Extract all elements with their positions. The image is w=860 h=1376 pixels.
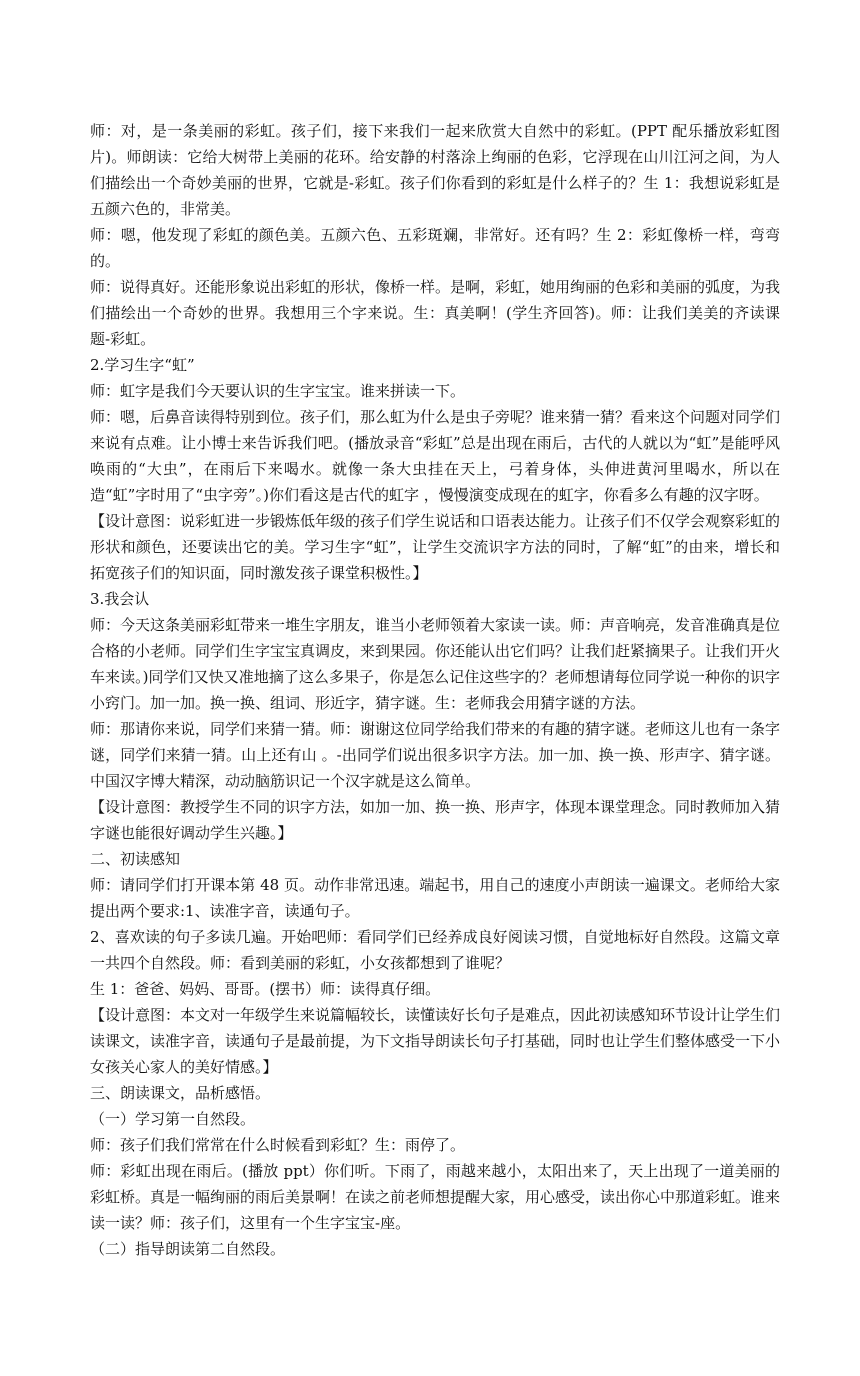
paragraph-after-rain: 师：彩虹出现在雨后。(播放 ppt）你们听。下雨了，雨越来越小，太阳出来了，天上出现了一道美丽的彩虹桥。真是一幅绚丽的雨后美景啊！在读之前老师想提醒大家，用心感受，读出你心中那道彩虹。谁来读一读？师：孩子们，这里有一个生字宝宝-座。 bbox=[90, 1162, 781, 1232]
subsection-heading-paragraph-two: （二）指导朗读第二自然段。 bbox=[90, 1240, 286, 1258]
document-page bbox=[90, 118, 785, 1262]
section-heading-first-reading: 二、初读感知 bbox=[90, 850, 181, 868]
subsection-heading-paragraph-one: （一）学习第一自然段。 bbox=[90, 1110, 256, 1128]
paragraph-little-teacher: 师：今天这条美丽彩虹带来一堆生字朋友，谁当小老师领着大家读一读。师：声音响亮，发音准确真是位合格的小老师。同学们生字宝宝真调皮，来到果园。你还能认出它们吗？让我们赶紧摘果子。让我们开火车来读。)同学们又快又准地摘了这么多果子，你是怎么记住这些字的？老师想请每位同学说一种你的识字小窍门。加一加。换一换、组词、形近字，猜字谜。生：老师我会用猜字谜的方法。 bbox=[90, 616, 781, 712]
section-heading-recognize: 3.我会认 bbox=[90, 590, 150, 608]
paragraph-when-rainbow: 师：孩子们我们常常在什么时候看到彩虹？生：雨停了。 bbox=[90, 1136, 466, 1154]
design-intent-note-3: 【设计意图：本文对一年级学生来说篇幅较长，读懂读好长句子是难点，因此初读感知环节设计让学生们读课文，读准字音，读通句子是最前提，为下文指导朗读长句子打基础，同时也让学生们整体感受一下小女孩关心家人的美好情感。】 bbox=[90, 1006, 781, 1076]
paragraph-intro-rainbow: 师：对，是一条美丽的彩虹。孩子们，接下来我们一起来欣赏大自然中的彩虹。(PPT 配乐播放彩虹图片)。师朗读：它给大树带上美丽的花环。给安静的村落涂上绚丽的色彩，它浮现在山川江河之间，为人们描绘出一个奇妙美丽的世界，它就是-彩虹。孩子们你看到的彩虹是什么样子的？生 1：我想说彩虹是五颜六色的，非常美。 bbox=[90, 122, 780, 218]
section-heading-read-aloud: 三、朗读课文，品析感悟。 bbox=[90, 1084, 271, 1102]
paragraph-teacher-color: 师：嗯，他发现了彩虹的颜色美。五颜六色、五彩斑斓，非常好。还有吗？生 2：彩虹像桥一样，弯弯的。 bbox=[90, 226, 780, 270]
section-heading-learn-hong: 2.学习生字“虹” bbox=[90, 356, 195, 374]
paragraph-open-textbook: 师：请同学们打开课本第 48 页。动作非常迅速。端起书，用自己的速度小声朗读一遍课文。老师给大家提出两个要求:1、读准字音，读通句子。 bbox=[90, 876, 780, 920]
paragraph-teacher-shape: 师：说得真好。还能形象说出彩虹的形状，像桥一样。是啊，彩虹，她用绚丽的色彩和美丽的弧度，为我们描绘出一个奇妙的世界。我想用三个字来说。生：真美啊！(学生齐回答)。师：让我们美美的齐读课题-彩虹。 bbox=[90, 278, 781, 348]
design-intent-note-2: 【设计意图：教授学生不同的识字方法，如加一加、换一换、形声字，体现本课堂理念。同时教师加入猜字谜也能很好调动学生兴趣。】 bbox=[90, 798, 781, 842]
paragraph-riddle: 师：那请你来说，同学们来猜一猜。师：谢谢这位同学给我们带来的有趣的猜字谜。老师这儿也有一条字谜，同学们来猜一猜。山上还有山 。-出同学们说出很多识字方法。加一加、换一换、形声字、猜字谜。中国汉字博大精深，动动脑筋识记一个汉字就是这么简单。 bbox=[90, 720, 781, 790]
paragraph-student-answer: 生 1：爸爸、妈妈、哥哥。(摆书）师：读得真仔细。 bbox=[90, 980, 441, 998]
design-intent-note-1: 【设计意图：说彩虹进一步锻炼低年级的孩子们学生说话和口语表达能力。让孩子们不仅学会观察彩虹的形状和颜色，还要读出它的美。学习生字“虹”，让学生交流识字方法的同时，了解“虹”的由来，增长和拓宽孩子们的知识面，同时激发孩子课堂积极性。】 bbox=[90, 512, 781, 582]
paragraph-hong-radical: 师：嗯，后鼻音读得特别到位。孩子们，那么虹为什么是虫子旁呢？谁来猜一猜？看来这个问题对同学们来说有点难。让小博士来告诉我们吧。(播放录音“彩虹”总是出现在雨后，古代的人就以为“虹”是能呼风唤雨的“大虫”，在雨后下来喝水。就像一条大虫挂在天上，弓着身体，头伸进黄河里喝水，所以在造“虹”字时用了“虫字旁”。)你们看这是古代的虹字 ，慢慢演变成现在的虹字，你看多么有趣的汉字呀。 bbox=[90, 408, 781, 504]
paragraph-hong-intro: 师：虹字是我们今天要认识的生字宝宝。谁来拼读一下。 bbox=[90, 382, 466, 400]
paragraph-read-sentences: 2、喜欢读的句子多读几遍。开始吧师：看同学们已经养成良好阅读习惯，自觉地标好自然段。这篇文章 一共四个自然段。师：看到美丽的彩虹，小女孩都想到了谁呢？ bbox=[90, 928, 785, 972]
